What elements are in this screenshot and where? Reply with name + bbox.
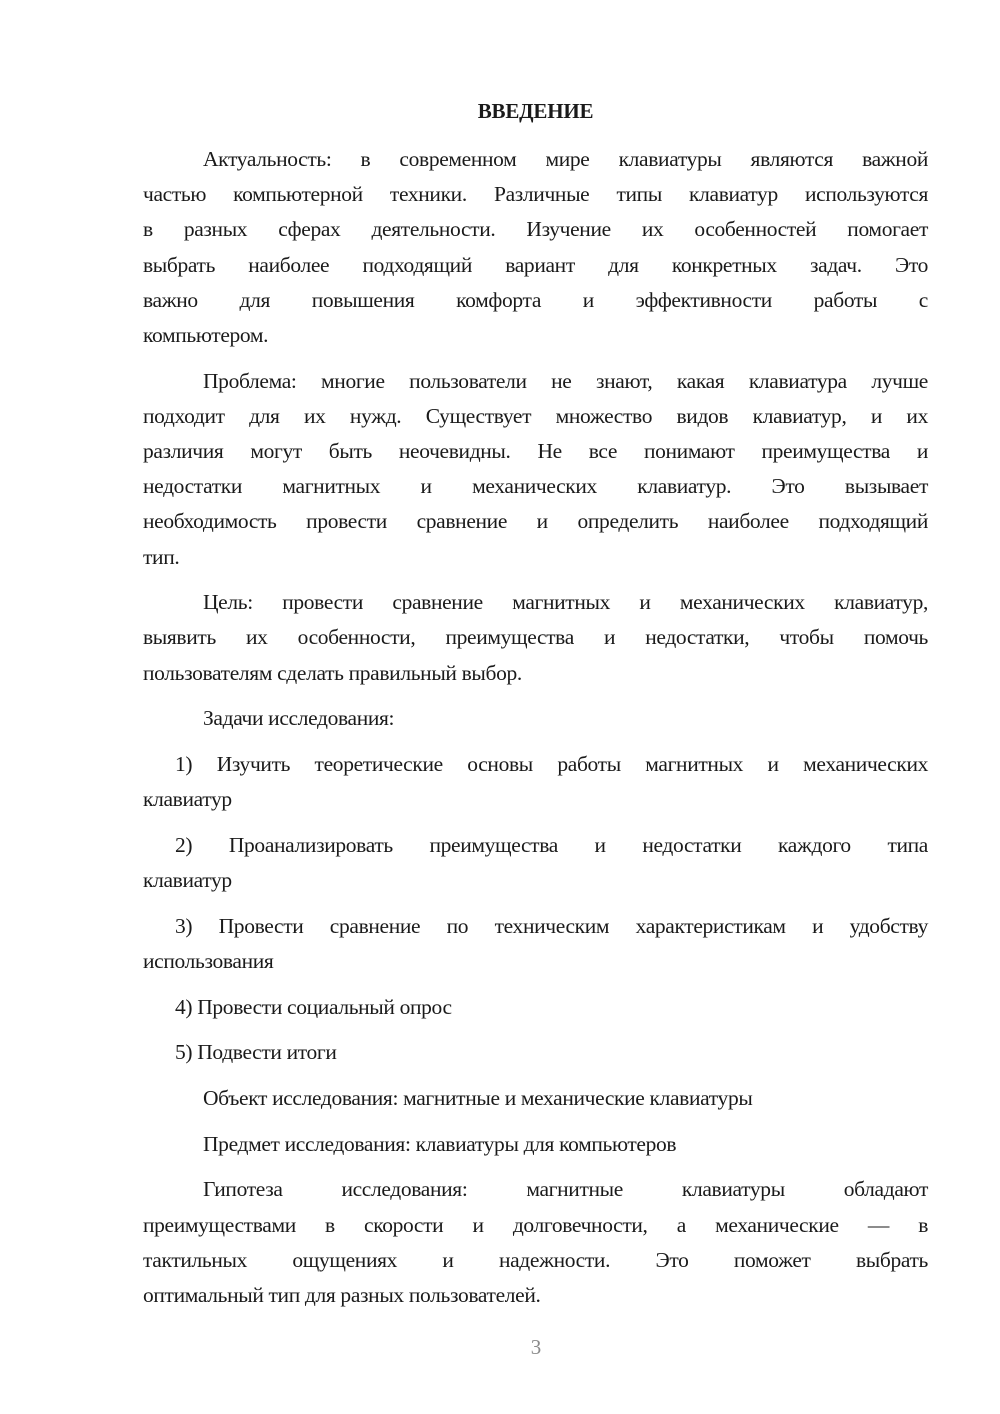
text-line: выявить их особенности, преимущества и недостатки, чтобы помочь <box>143 625 928 650</box>
text-line: частью компьютерной техники. Различные типы клавиатур используются <box>143 182 928 207</box>
text-line: в разных сферах деятельности. Изучение их особенностей помогает <box>143 217 928 242</box>
text-line: 2) Проанализировать преимущества и недостатки каждого типа <box>175 832 928 857</box>
document-body <box>143 142 928 1324</box>
text-line: Объект исследования: магнитные и механические клавиатуры <box>203 1086 753 1110</box>
text-line: тип. <box>143 544 180 569</box>
text-line: важно для повышения комфорта и эффективности работы с <box>143 287 928 312</box>
text-line: использования <box>143 948 274 973</box>
list-item <box>143 747 928 817</box>
text-line: оптимальный тип для разных пользователей. <box>143 1282 541 1307</box>
paragraph <box>143 585 928 691</box>
paragraph <box>143 1127 928 1162</box>
list-item <box>143 990 928 1025</box>
paragraph <box>143 364 928 575</box>
paragraph <box>143 1172 928 1313</box>
text-line: Задачи исследования: <box>203 706 395 731</box>
list-item <box>143 1035 928 1070</box>
text-line: клавиатур <box>143 787 232 812</box>
text-line: выбрать наиболее подходящий вариант для конкретных задач. Это <box>143 252 928 277</box>
text-line: 5) Подвести итоги <box>175 1040 337 1065</box>
text-line: Актуальность: в современном мире клавиатуры являются важной <box>203 147 928 171</box>
text-line: 3) Провести сравнение по техническим характеристикам и удобству <box>175 913 928 938</box>
text-line: Цель: провести сравнение магнитных и механических клавиатур, <box>203 590 928 615</box>
paragraph <box>143 701 928 736</box>
text-line: различия могут быть неочевидны. Не все понимают преимущества и <box>143 439 928 463</box>
text-line: Проблема: многие пользователи не знают, какая клавиатура лучше <box>203 368 928 393</box>
text-line: недостатки магнитных и механических клавиатур. Это вызывает <box>143 474 928 499</box>
text-line: тактильных ощущениях и надежности. Это поможет выбрать <box>143 1247 928 1272</box>
text-line: клавиатур <box>143 868 232 893</box>
text-line: необходимость провести сравнение и определить наиболее подходящий <box>143 509 928 534</box>
list-item <box>143 909 928 979</box>
text-line: пользователям сделать правильный выбор. <box>143 660 522 685</box>
text-line: преимуществами в скорости и долговечности, а механические — в <box>143 1212 928 1237</box>
text-line: компьютером. <box>143 322 269 347</box>
list-item <box>143 828 928 898</box>
text-line: 4) Провести социальный опрос <box>175 994 452 1019</box>
text-line: подходит для их нужд. Существует множество видов клавиатур, и их <box>143 403 928 428</box>
text-line: Предмет исследования: клавиатуры для компьютеров <box>203 1131 677 1156</box>
paragraph <box>143 142 928 353</box>
paragraph <box>143 1081 928 1116</box>
text-line: 1) Изучить теоретические основы работы магнитных и механических <box>175 752 928 776</box>
section-heading: ВВЕДЕНИЕ <box>477 99 594 123</box>
page-number: 3 <box>530 1335 542 1359</box>
text-line: Гипотеза исследования: магнитные клавиатуры обладают <box>203 1177 928 1202</box>
